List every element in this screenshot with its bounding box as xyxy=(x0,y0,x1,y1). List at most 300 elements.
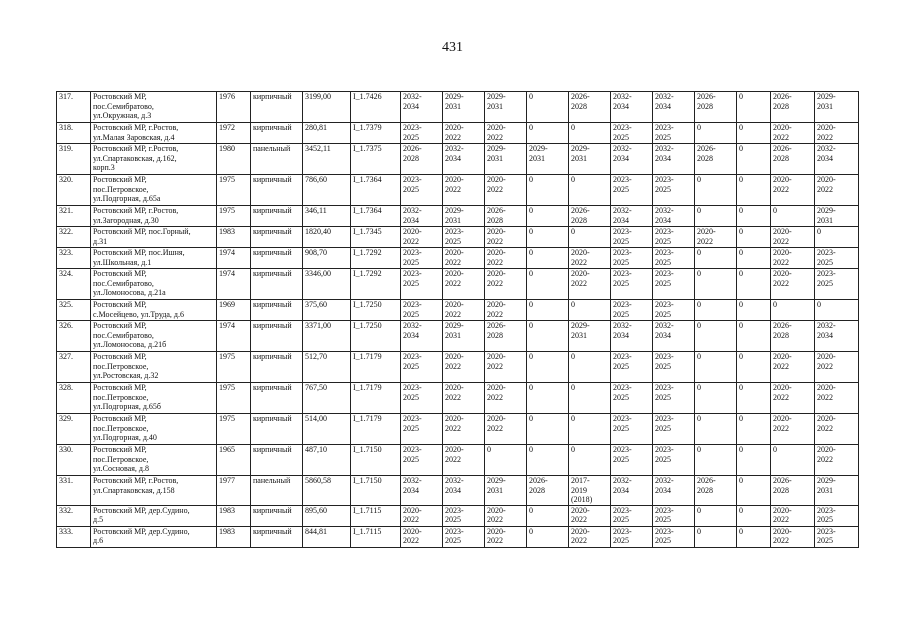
period-cell: 0 xyxy=(527,505,569,526)
row-number-cell: 324. xyxy=(57,269,91,300)
period-cell: 2020- 2022 xyxy=(401,505,443,526)
period-cell: 2032- 2034 xyxy=(401,92,443,123)
period-cell: 2032- 2034 xyxy=(443,144,485,175)
period-cell: 2020- 2022 xyxy=(771,505,815,526)
period-cell: 2026- 2028 xyxy=(527,476,569,506)
year-cell: 1980 xyxy=(217,144,251,175)
period-cell: 0 xyxy=(569,383,611,414)
period-cell: 0 xyxy=(737,92,771,123)
period-cell: 0 xyxy=(695,526,737,547)
period-cell: 2023- 2025 xyxy=(611,505,653,526)
row-number-cell: 326. xyxy=(57,321,91,352)
period-cell: 0 xyxy=(695,269,737,300)
material-cell: кирпичный xyxy=(251,206,303,227)
period-cell: 2032- 2034 xyxy=(653,92,695,123)
period-cell: 0 xyxy=(695,206,737,227)
period-cell: 2020- 2022 xyxy=(569,269,611,300)
period-cell: 2026- 2028 xyxy=(771,321,815,352)
period-cell: 2020- 2022 xyxy=(569,248,611,269)
address-line: ул.Ломоносова, д.21б xyxy=(93,340,167,350)
address-line: пос.Петровское, xyxy=(93,361,149,371)
period-cell: 2020- 2022 xyxy=(485,526,527,547)
period-cell: 0 xyxy=(569,445,611,476)
period-cell: 2020- 2022 xyxy=(695,227,737,248)
year-cell: 1974 xyxy=(217,269,251,300)
address-line: пос.Петровское, xyxy=(93,423,149,433)
address-cell xyxy=(91,505,217,526)
period-cell: 2029- 2031 xyxy=(815,476,859,506)
material-cell: кирпичный xyxy=(251,300,303,321)
period-cell: 2020- 2022 xyxy=(771,227,815,248)
period-cell: 2023- 2025 xyxy=(401,300,443,321)
period-cell: 0 xyxy=(695,414,737,445)
period-cell: 2023- 2025 xyxy=(653,227,695,248)
period-cell: 0 xyxy=(569,352,611,383)
period-cell: 0 xyxy=(737,206,771,227)
period-cell: 2029- 2031 xyxy=(485,144,527,175)
period-cell: 2026- 2028 xyxy=(771,144,815,175)
address-line: Ростовский МР, xyxy=(93,321,147,330)
year-cell: 1983 xyxy=(217,526,251,547)
period-cell: 0 xyxy=(527,123,569,144)
area-cell: 487,10 xyxy=(303,445,351,476)
year-cell: 1965 xyxy=(217,445,251,476)
period-cell: 2023- 2025 xyxy=(653,414,695,445)
period-cell: 2029- 2031 xyxy=(485,476,527,506)
address-cell xyxy=(91,526,217,547)
period-cell: 2020- 2022 xyxy=(485,248,527,269)
period-cell: 2023- 2025 xyxy=(443,505,485,526)
address-line: Ростовский МР, г.Ростов, xyxy=(93,476,179,485)
material-cell: кирпичный xyxy=(251,123,303,144)
period-cell: 2023- 2025 xyxy=(611,352,653,383)
period-cell: 2020- 2022 xyxy=(771,383,815,414)
row-number-cell: 328. xyxy=(57,383,91,414)
period-cell: 0 xyxy=(527,414,569,445)
period-cell: 2020- 2022 xyxy=(485,227,527,248)
period-cell: 2020- 2022 xyxy=(485,414,527,445)
address-line: Ростовский МР, дер.Судино, xyxy=(93,505,190,515)
address-line: ул.Ростовская, д.32 xyxy=(93,371,159,381)
address-line: ул.Загородная, д.30 xyxy=(93,215,159,225)
period-cell: 2032- 2034 xyxy=(653,206,695,227)
period-cell: 2023- 2025 xyxy=(815,269,859,300)
code-cell: I_1.7379 xyxy=(351,123,401,144)
period-cell: 2023- 2025 xyxy=(653,445,695,476)
address-line: ул.Ломоносова, д.21а xyxy=(93,288,166,298)
period-cell: 2020- 2022 xyxy=(771,248,815,269)
code-cell: I_1.7115 xyxy=(351,505,401,526)
period-cell: 2026- 2028 xyxy=(771,92,815,123)
period-cell: 2020- 2022 xyxy=(815,123,859,144)
period-cell: 2029- 2031 xyxy=(527,144,569,175)
area-cell: 844,81 xyxy=(303,526,351,547)
period-cell: 2023- 2025 xyxy=(653,352,695,383)
period-cell: 2020- 2022 xyxy=(569,526,611,547)
row-number-cell: 317. xyxy=(57,92,91,123)
address-line: Ростовский МР, xyxy=(93,92,147,101)
area-cell: 514,00 xyxy=(303,414,351,445)
table-row xyxy=(57,248,859,269)
period-cell: 2023- 2025 xyxy=(611,175,653,206)
period-cell: 2020- 2022 xyxy=(401,227,443,248)
period-cell: 0 xyxy=(771,300,815,321)
table-body xyxy=(57,92,859,548)
address-cell xyxy=(91,300,217,321)
period-cell: 0 xyxy=(695,505,737,526)
period-cell: 0 xyxy=(737,383,771,414)
period-cell: 0 xyxy=(695,248,737,269)
material-cell: панельный xyxy=(251,144,303,175)
address-line: ул.Подгорная, д.65б xyxy=(93,402,161,412)
period-cell: 2032- 2034 xyxy=(611,92,653,123)
row-number-cell: 327. xyxy=(57,352,91,383)
period-cell: 0 xyxy=(527,526,569,547)
period-cell: 2023- 2025 xyxy=(401,445,443,476)
period-cell: 2023- 2025 xyxy=(401,383,443,414)
table-row xyxy=(57,414,859,445)
period-cell: 0 xyxy=(527,175,569,206)
period-cell: 2020- 2022 xyxy=(771,175,815,206)
period-cell: 2020- 2022 xyxy=(771,352,815,383)
address-line: Ростовский МР, xyxy=(93,352,147,361)
period-cell: 2023- 2025 xyxy=(611,248,653,269)
year-cell: 1983 xyxy=(217,505,251,526)
address-line: ул.Спартаковская, д.158 xyxy=(93,485,175,495)
period-cell: 0 xyxy=(527,269,569,300)
period-cell: 0 xyxy=(527,92,569,123)
address-cell xyxy=(91,175,217,206)
period-cell: 2023- 2025 xyxy=(611,414,653,445)
period-cell: 2020- 2022 xyxy=(485,175,527,206)
address-cell xyxy=(91,248,217,269)
code-cell: I_1.7364 xyxy=(351,206,401,227)
period-cell: 0 xyxy=(569,175,611,206)
row-number-cell: 319. xyxy=(57,144,91,175)
address-line: ул.Школьная, д.1 xyxy=(93,257,152,267)
period-cell: 0 xyxy=(527,445,569,476)
year-cell: 1976 xyxy=(217,92,251,123)
period-cell: 0 xyxy=(737,227,771,248)
address-line: Ростовский МР, xyxy=(93,175,147,184)
row-number-cell: 331. xyxy=(57,476,91,506)
period-cell: 0 xyxy=(737,526,771,547)
code-cell: I_1.7179 xyxy=(351,383,401,414)
address-line: пос.Семибратово, xyxy=(93,101,154,111)
address-cell xyxy=(91,144,217,175)
period-cell: 2023- 2025 xyxy=(611,269,653,300)
address-line: Ростовский МР, xyxy=(93,269,147,278)
period-cell: 2023- 2025 xyxy=(611,227,653,248)
year-cell: 1972 xyxy=(217,123,251,144)
table-row xyxy=(57,526,859,547)
code-cell: I_1.7364 xyxy=(351,175,401,206)
period-cell: 2023- 2025 xyxy=(653,123,695,144)
address-cell xyxy=(91,476,217,506)
period-cell: 2020- 2022 xyxy=(771,414,815,445)
period-cell: 0 xyxy=(527,248,569,269)
period-cell: 2032- 2034 xyxy=(815,144,859,175)
period-cell: 2020- 2022 xyxy=(771,526,815,547)
table-row xyxy=(57,92,859,123)
period-cell: 2023- 2025 xyxy=(653,526,695,547)
period-cell: 2020- 2022 xyxy=(443,175,485,206)
period-cell: 2020- 2022 xyxy=(485,352,527,383)
address-line: ул.Подгорная, д.40 xyxy=(93,433,157,443)
period-cell: 2020- 2022 xyxy=(815,175,859,206)
period-cell: 2026- 2028 xyxy=(485,321,527,352)
period-cell: 2020- 2022 xyxy=(771,269,815,300)
page-number: 431 xyxy=(442,40,463,55)
period-cell: 0 xyxy=(771,206,815,227)
period-cell: 2023- 2025 xyxy=(611,445,653,476)
period-cell: 0 xyxy=(569,414,611,445)
address-line: Ростовский МР, xyxy=(93,383,147,392)
period-cell: 2029- 2031 xyxy=(569,144,611,175)
period-cell: 2026- 2028 xyxy=(771,476,815,506)
material-cell: кирпичный xyxy=(251,445,303,476)
address-line: с.Мосейцево, ул.Труда, д.6 xyxy=(93,309,185,319)
period-cell: 2020- 2022 xyxy=(815,383,859,414)
material-cell: кирпичный xyxy=(251,383,303,414)
period-cell: 2023- 2025 xyxy=(815,505,859,526)
area-cell: 1820,40 xyxy=(303,227,351,248)
address-line: Ростовский МР, дер.Судино, xyxy=(93,526,190,536)
period-cell: 2029- 2031 xyxy=(569,321,611,352)
period-cell: 2026- 2028 xyxy=(401,144,443,175)
table-row xyxy=(57,352,859,383)
period-cell: 2026- 2028 xyxy=(485,206,527,227)
row-number-cell: 333. xyxy=(57,526,91,547)
period-cell: 2026- 2028 xyxy=(695,476,737,506)
period-cell: 2032- 2034 xyxy=(611,206,653,227)
period-cell: 2029- 2031 xyxy=(815,206,859,227)
period-cell: 2032- 2034 xyxy=(443,476,485,506)
year-cell: 1975 xyxy=(217,175,251,206)
table-row xyxy=(57,476,859,506)
address-line: ул.Спартаковская, д.162, xyxy=(93,153,177,163)
material-cell: кирпичный xyxy=(251,321,303,352)
area-cell: 3452,11 xyxy=(303,144,351,175)
code-cell: I_1.7150 xyxy=(351,476,401,506)
row-number-cell: 321. xyxy=(57,206,91,227)
housing-repair-table xyxy=(56,91,859,548)
period-cell: 0 xyxy=(737,248,771,269)
period-cell: 0 xyxy=(737,445,771,476)
period-cell: 0 xyxy=(527,300,569,321)
period-cell: 2020- 2022 xyxy=(485,505,527,526)
period-cell: 2020- 2022 xyxy=(485,300,527,321)
address-line: пос.Семибратово, xyxy=(93,330,154,340)
area-cell: 767,50 xyxy=(303,383,351,414)
code-cell: I_1.7375 xyxy=(351,144,401,175)
address-line: Ростовский МР, г.Ростов, xyxy=(93,144,179,153)
period-cell: 2020- 2022 xyxy=(485,383,527,414)
material-cell: кирпичный xyxy=(251,269,303,300)
address-cell xyxy=(91,321,217,352)
row-number-cell: 323. xyxy=(57,248,91,269)
period-cell: 0 xyxy=(737,269,771,300)
period-cell: 0 xyxy=(527,227,569,248)
material-cell: кирпичный xyxy=(251,352,303,383)
table-row xyxy=(57,144,859,175)
period-cell: 2026- 2028 xyxy=(569,206,611,227)
address-line: корп.3 xyxy=(93,163,115,173)
row-number-cell: 329. xyxy=(57,414,91,445)
period-cell: 2020- 2022 xyxy=(485,123,527,144)
material-cell: кирпичный xyxy=(251,92,303,123)
address-line: ул.Малая Заровская, д.4 xyxy=(93,132,175,142)
period-cell: 2029- 2031 xyxy=(443,321,485,352)
period-cell: 0 xyxy=(737,476,771,506)
area-cell: 375,60 xyxy=(303,300,351,321)
year-cell: 1974 xyxy=(217,321,251,352)
code-cell: I_1.7179 xyxy=(351,414,401,445)
period-cell: 2029- 2031 xyxy=(443,92,485,123)
year-cell: 1969 xyxy=(217,300,251,321)
address-line: пос.Петровское, xyxy=(93,392,149,402)
period-cell: 2023- 2025 xyxy=(401,352,443,383)
area-cell: 512,70 xyxy=(303,352,351,383)
year-cell: 1975 xyxy=(217,383,251,414)
address-line: пос.Семибратово, xyxy=(93,278,154,288)
table-row xyxy=(57,227,859,248)
period-cell: 0 xyxy=(527,352,569,383)
period-cell: 2020- 2022 xyxy=(815,414,859,445)
period-cell: 2023- 2025 xyxy=(443,526,485,547)
period-cell: 2020- 2022 xyxy=(569,505,611,526)
year-cell: 1975 xyxy=(217,352,251,383)
period-cell: 2020- 2022 xyxy=(771,123,815,144)
address-line: Ростовский МР, г.Ростов, xyxy=(93,206,179,215)
address-line: пос.Петровское, xyxy=(93,454,149,464)
address-line: Ростовский МР, пос.Горный, xyxy=(93,227,191,236)
material-cell: кирпичный xyxy=(251,175,303,206)
period-cell: 2029- 2031 xyxy=(815,92,859,123)
period-cell: 0 xyxy=(569,123,611,144)
period-cell: 0 xyxy=(737,414,771,445)
row-number-cell: 325. xyxy=(57,300,91,321)
address-line: д.6 xyxy=(93,536,104,546)
period-cell: 0 xyxy=(695,175,737,206)
period-cell: 2020- 2022 xyxy=(815,352,859,383)
period-cell: 2023- 2025 xyxy=(611,383,653,414)
period-cell: 0 xyxy=(737,123,771,144)
table-row xyxy=(57,300,859,321)
table-row xyxy=(57,321,859,352)
period-cell: 2023- 2025 xyxy=(611,123,653,144)
table-row xyxy=(57,383,859,414)
row-number-cell: 330. xyxy=(57,445,91,476)
address-cell xyxy=(91,445,217,476)
period-cell: 0 xyxy=(695,352,737,383)
material-cell: панельный xyxy=(251,476,303,506)
period-cell: 2032- 2034 xyxy=(611,321,653,352)
period-cell: 2023- 2025 xyxy=(401,248,443,269)
material-cell: кирпичный xyxy=(251,248,303,269)
code-cell: I_1.7250 xyxy=(351,321,401,352)
period-cell: 2023- 2025 xyxy=(401,175,443,206)
period-cell: 0 xyxy=(737,144,771,175)
table-row xyxy=(57,175,859,206)
period-cell: 2032- 2034 xyxy=(653,144,695,175)
period-cell: 2032- 2034 xyxy=(611,476,653,506)
period-cell: 2023- 2025 xyxy=(653,248,695,269)
area-cell: 5860,58 xyxy=(303,476,351,506)
area-cell: 280,81 xyxy=(303,123,351,144)
row-number-cell: 318. xyxy=(57,123,91,144)
period-cell: 0 xyxy=(695,383,737,414)
period-cell: 2032- 2034 xyxy=(401,321,443,352)
period-cell: 2029- 2031 xyxy=(443,206,485,227)
period-cell: 2023- 2025 xyxy=(401,414,443,445)
period-cell: 2020- 2022 xyxy=(443,248,485,269)
address-cell xyxy=(91,227,217,248)
address-line: Ростовский МР, xyxy=(93,414,147,423)
address-cell xyxy=(91,206,217,227)
table-row xyxy=(57,445,859,476)
period-cell: 0 xyxy=(695,300,737,321)
period-cell: 0 xyxy=(527,383,569,414)
period-cell: 2026- 2028 xyxy=(695,144,737,175)
period-cell: 2023- 2025 xyxy=(815,248,859,269)
address-cell xyxy=(91,352,217,383)
period-cell: 2023- 2025 xyxy=(653,175,695,206)
period-cell: 2020- 2022 xyxy=(401,526,443,547)
material-cell: кирпичный xyxy=(251,505,303,526)
period-cell: 2026- 2028 xyxy=(569,92,611,123)
year-cell: 1974 xyxy=(217,248,251,269)
period-cell: 2032- 2034 xyxy=(401,476,443,506)
area-cell: 3199,00 xyxy=(303,92,351,123)
period-cell: 2026- 2028 xyxy=(695,92,737,123)
period-cell: 2020- 2022 xyxy=(443,383,485,414)
address-line: д.31 xyxy=(93,236,108,246)
table-row xyxy=(57,206,859,227)
address-line: пос.Петровское, xyxy=(93,184,149,194)
table-row xyxy=(57,269,859,300)
code-cell: I_1.7250 xyxy=(351,300,401,321)
address-cell xyxy=(91,383,217,414)
address-line: Ростовский МР, xyxy=(93,445,147,454)
year-cell: 1977 xyxy=(217,476,251,506)
year-cell: 1975 xyxy=(217,206,251,227)
row-number-cell: 332. xyxy=(57,505,91,526)
row-number-cell: 320. xyxy=(57,175,91,206)
period-cell: 2023- 2025 xyxy=(653,383,695,414)
period-cell: 2020- 2022 xyxy=(815,445,859,476)
year-cell: 1975 xyxy=(217,414,251,445)
period-cell: 2020- 2022 xyxy=(443,352,485,383)
period-cell: 0 xyxy=(527,206,569,227)
address-cell xyxy=(91,414,217,445)
code-cell: I_1.7345 xyxy=(351,227,401,248)
area-cell: 346,11 xyxy=(303,206,351,227)
code-cell: I_1.7426 xyxy=(351,92,401,123)
period-cell: 0 xyxy=(737,321,771,352)
period-cell: 0 xyxy=(695,123,737,144)
period-cell: 2023- 2025 xyxy=(611,300,653,321)
code-cell: I_1.7115 xyxy=(351,526,401,547)
period-cell: 2032- 2034 xyxy=(653,476,695,506)
period-cell: 2020- 2022 xyxy=(443,123,485,144)
period-cell: 2017- 2019 (2018) xyxy=(569,476,611,506)
period-cell: 2032- 2034 xyxy=(401,206,443,227)
period-cell: 2023- 2025 xyxy=(653,300,695,321)
period-cell: 2023- 2025 xyxy=(611,526,653,547)
period-cell: 2020- 2022 xyxy=(443,269,485,300)
period-cell: 2023- 2025 xyxy=(653,269,695,300)
